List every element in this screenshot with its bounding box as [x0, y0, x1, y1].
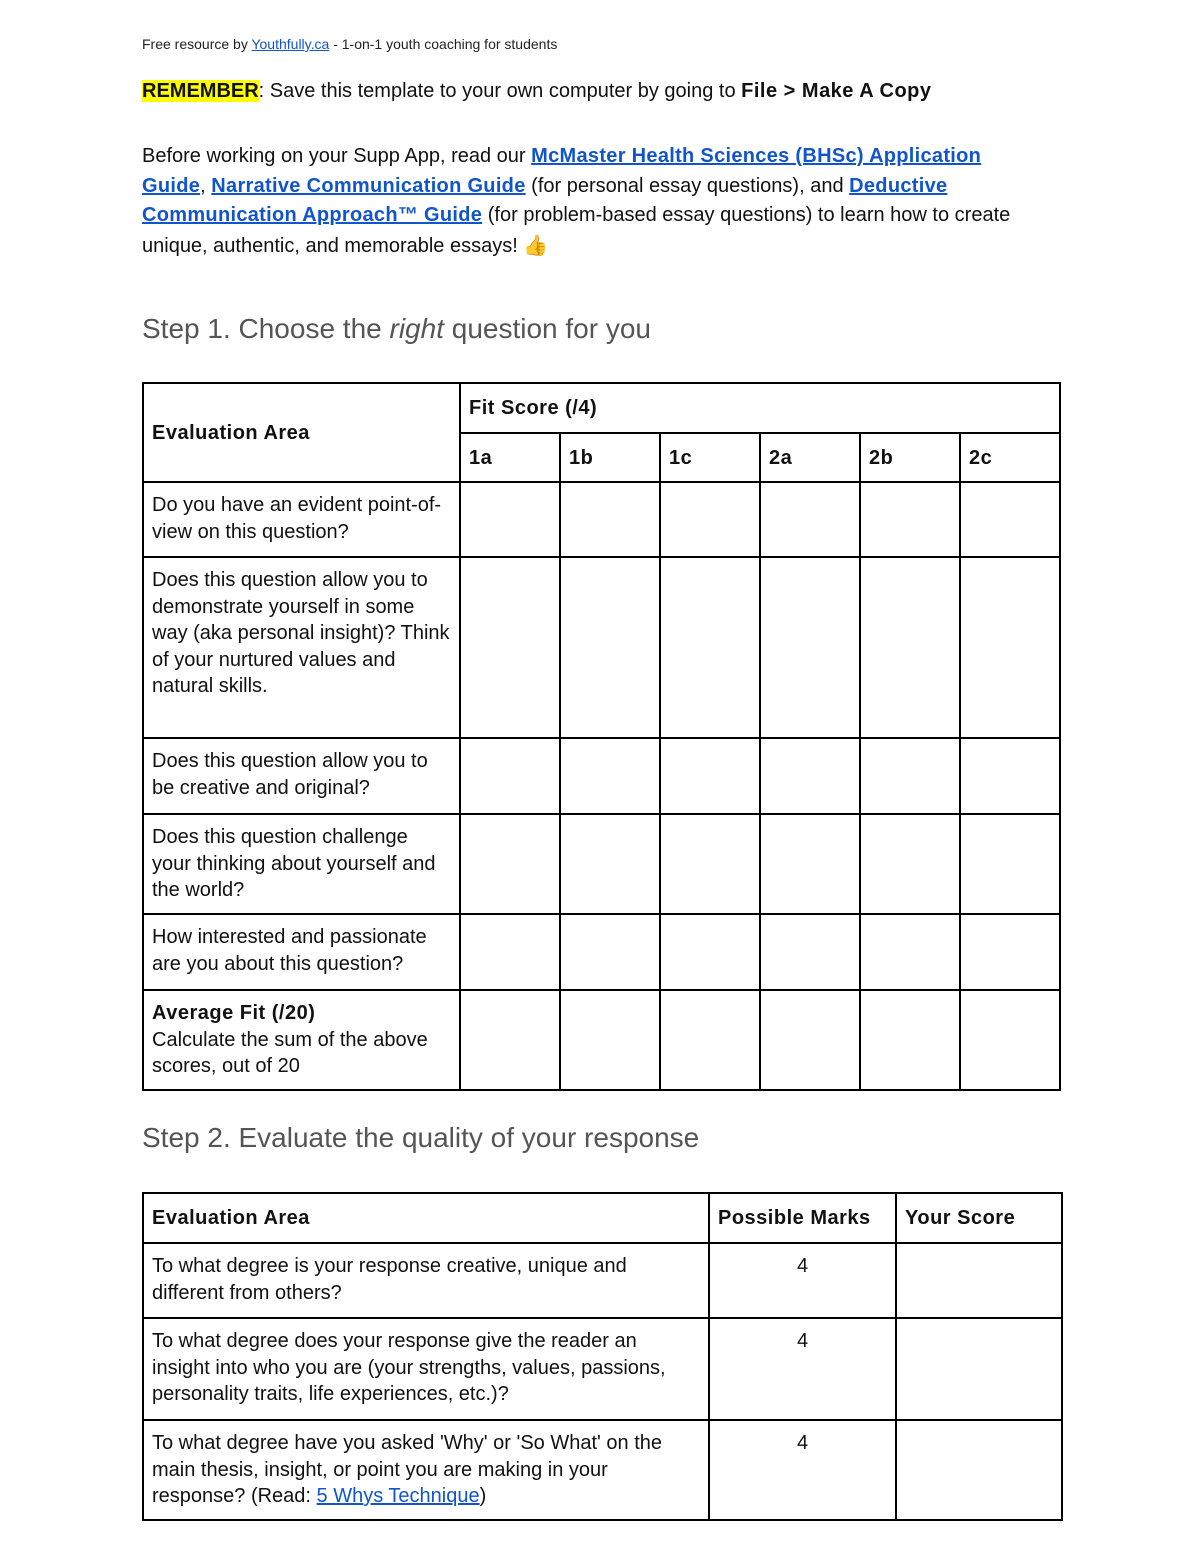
score-cell[interactable] [860, 814, 960, 914]
column-header: 2b [860, 433, 960, 482]
column-header: 2c [960, 433, 1060, 482]
fit-score-header: Fit Score (/4) [460, 383, 1060, 433]
header-line [142, 36, 557, 52]
question-cell: Does this question allow you to be creative and original? [143, 738, 460, 814]
score-cell[interactable] [760, 914, 860, 990]
column-header: 1c [660, 433, 760, 482]
remember-label: REMEMBER [142, 80, 259, 102]
score-cell[interactable] [860, 914, 960, 990]
score-cell[interactable] [960, 990, 1060, 1090]
score-cell[interactable] [560, 557, 660, 738]
intro-paragraph [142, 142, 1047, 261]
table-row [143, 482, 1060, 557]
intro-text-3: (for personal essay questions), and [525, 174, 850, 197]
step2-title: Step 2. Evaluate the quality of your response [142, 1122, 700, 1153]
table-row [143, 1318, 1062, 1420]
evaluation-area-header: Evaluation Area [143, 1193, 709, 1243]
header-suffix: - 1-on-1 youth coaching for students [329, 36, 558, 52]
intro-text-2: , [200, 174, 212, 197]
bhsc-guide-link[interactable]: McMaster Health Sciences (BHSc) Application Guide [142, 145, 982, 197]
score-cell[interactable] [760, 990, 860, 1090]
response-quality-table [142, 1192, 1063, 1521]
evaluation-area-header: Evaluation Area [143, 383, 460, 482]
criterion-cell [143, 1420, 709, 1520]
criterion-cell: To what degree does your response give the reader an insight into who you are (your strengths, values, passions, personality traits, life experiences, etc.)? [143, 1318, 709, 1420]
table-row [143, 1420, 1062, 1520]
average-fit-cell [143, 990, 460, 1090]
column-header: 1a [460, 433, 560, 482]
score-cell[interactable] [960, 914, 1060, 990]
table-row [143, 738, 1060, 814]
score-cell[interactable] [960, 557, 1060, 738]
youthfully-link[interactable]: Youthfully.ca [251, 36, 330, 52]
table-row [143, 557, 1060, 738]
average-fit-label: Average Fit (/20) [152, 1002, 316, 1024]
score-cell[interactable] [660, 990, 760, 1090]
possible-marks-cell: 4 [709, 1243, 896, 1318]
table-row [143, 990, 1060, 1090]
criterion-text: To what degree have you asked 'Why' or 'So What' on the main thesis, insight, or point you are making in your response? (Read: [152, 1432, 662, 1507]
criterion-cell: To what degree is your response creative, unique and different from others? [143, 1243, 709, 1318]
score-cell[interactable] [660, 482, 760, 557]
step1-title-em: right [389, 313, 444, 344]
score-cell[interactable] [760, 814, 860, 914]
question-cell: How interested and passionate are you about this question? [143, 914, 460, 990]
score-cell[interactable] [460, 990, 560, 1090]
score-cell[interactable] [460, 482, 560, 557]
remember-action: File > Make A Copy [741, 80, 932, 102]
criterion-tail: ) [479, 1485, 487, 1507]
step1-title-b: question for you [443, 313, 652, 344]
possible-marks-cell: 4 [709, 1420, 896, 1520]
column-header: 2a [760, 433, 860, 482]
score-cell[interactable] [660, 814, 760, 914]
score-cell[interactable] [960, 814, 1060, 914]
remember-text: : Save this template to your own computer by going to [258, 80, 742, 102]
score-cell[interactable] [960, 738, 1060, 814]
your-score-header: Your Score [896, 1193, 1062, 1243]
score-cell[interactable] [860, 482, 960, 557]
score-cell[interactable] [860, 990, 960, 1090]
your-score-cell[interactable] [896, 1420, 1062, 1520]
intro-text-4: (for problem-based essay questions) to learn how to create unique, authentic, and memorable essays! [142, 204, 1011, 257]
column-header: 1b [560, 433, 660, 482]
possible-marks-cell: 4 [709, 1318, 896, 1420]
score-cell[interactable] [460, 738, 560, 814]
score-cell[interactable] [960, 482, 1060, 557]
score-cell[interactable] [660, 914, 760, 990]
score-cell[interactable] [760, 557, 860, 738]
score-cell[interactable] [460, 914, 560, 990]
header-prefix: Free resource by [142, 36, 248, 52]
deductive-guide-link[interactable]: Deductive Communication Approach™ Guide [142, 174, 948, 226]
fit-score-table [142, 382, 1061, 1091]
score-cell[interactable] [660, 557, 760, 738]
table-row [143, 1243, 1062, 1318]
score-cell[interactable] [660, 738, 760, 814]
question-cell: Do you have an evident point-of-view on this question? [143, 482, 460, 557]
score-cell[interactable] [560, 482, 660, 557]
step1-title [142, 313, 651, 345]
remember-note [142, 80, 932, 103]
score-cell[interactable] [760, 738, 860, 814]
your-score-cell[interactable] [896, 1318, 1062, 1420]
narrative-guide-link[interactable]: Narrative Communication Guide [211, 174, 526, 197]
score-cell[interactable] [860, 557, 960, 738]
thumbs-up-icon: 👍 [523, 232, 549, 257]
score-cell[interactable] [760, 482, 860, 557]
intro-text-1: Before working on your Supp App, read our [142, 145, 532, 167]
table-row [143, 914, 1060, 990]
score-cell[interactable] [560, 738, 660, 814]
score-cell[interactable] [560, 914, 660, 990]
average-fit-desc: Calculate the sum of the above scores, out of 20 [152, 1028, 428, 1077]
score-cell[interactable] [560, 990, 660, 1090]
possible-marks-header: Possible Marks [709, 1193, 896, 1243]
score-cell[interactable] [560, 814, 660, 914]
step1-title-a: Step 1. Choose the [142, 313, 390, 344]
score-cell[interactable] [860, 738, 960, 814]
question-cell: Does this question allow you to demonstrate yourself in some way (aka personal insight)? Think of your nurtured values and natural skills. [143, 557, 460, 738]
score-cell[interactable] [460, 557, 560, 738]
your-score-cell[interactable] [896, 1243, 1062, 1318]
five-whys-link[interactable]: 5 Whys Technique [316, 1485, 480, 1507]
question-cell: Does this question challenge your thinking about yourself and the world? [143, 814, 460, 914]
table-row [143, 814, 1060, 914]
score-cell[interactable] [460, 814, 560, 914]
